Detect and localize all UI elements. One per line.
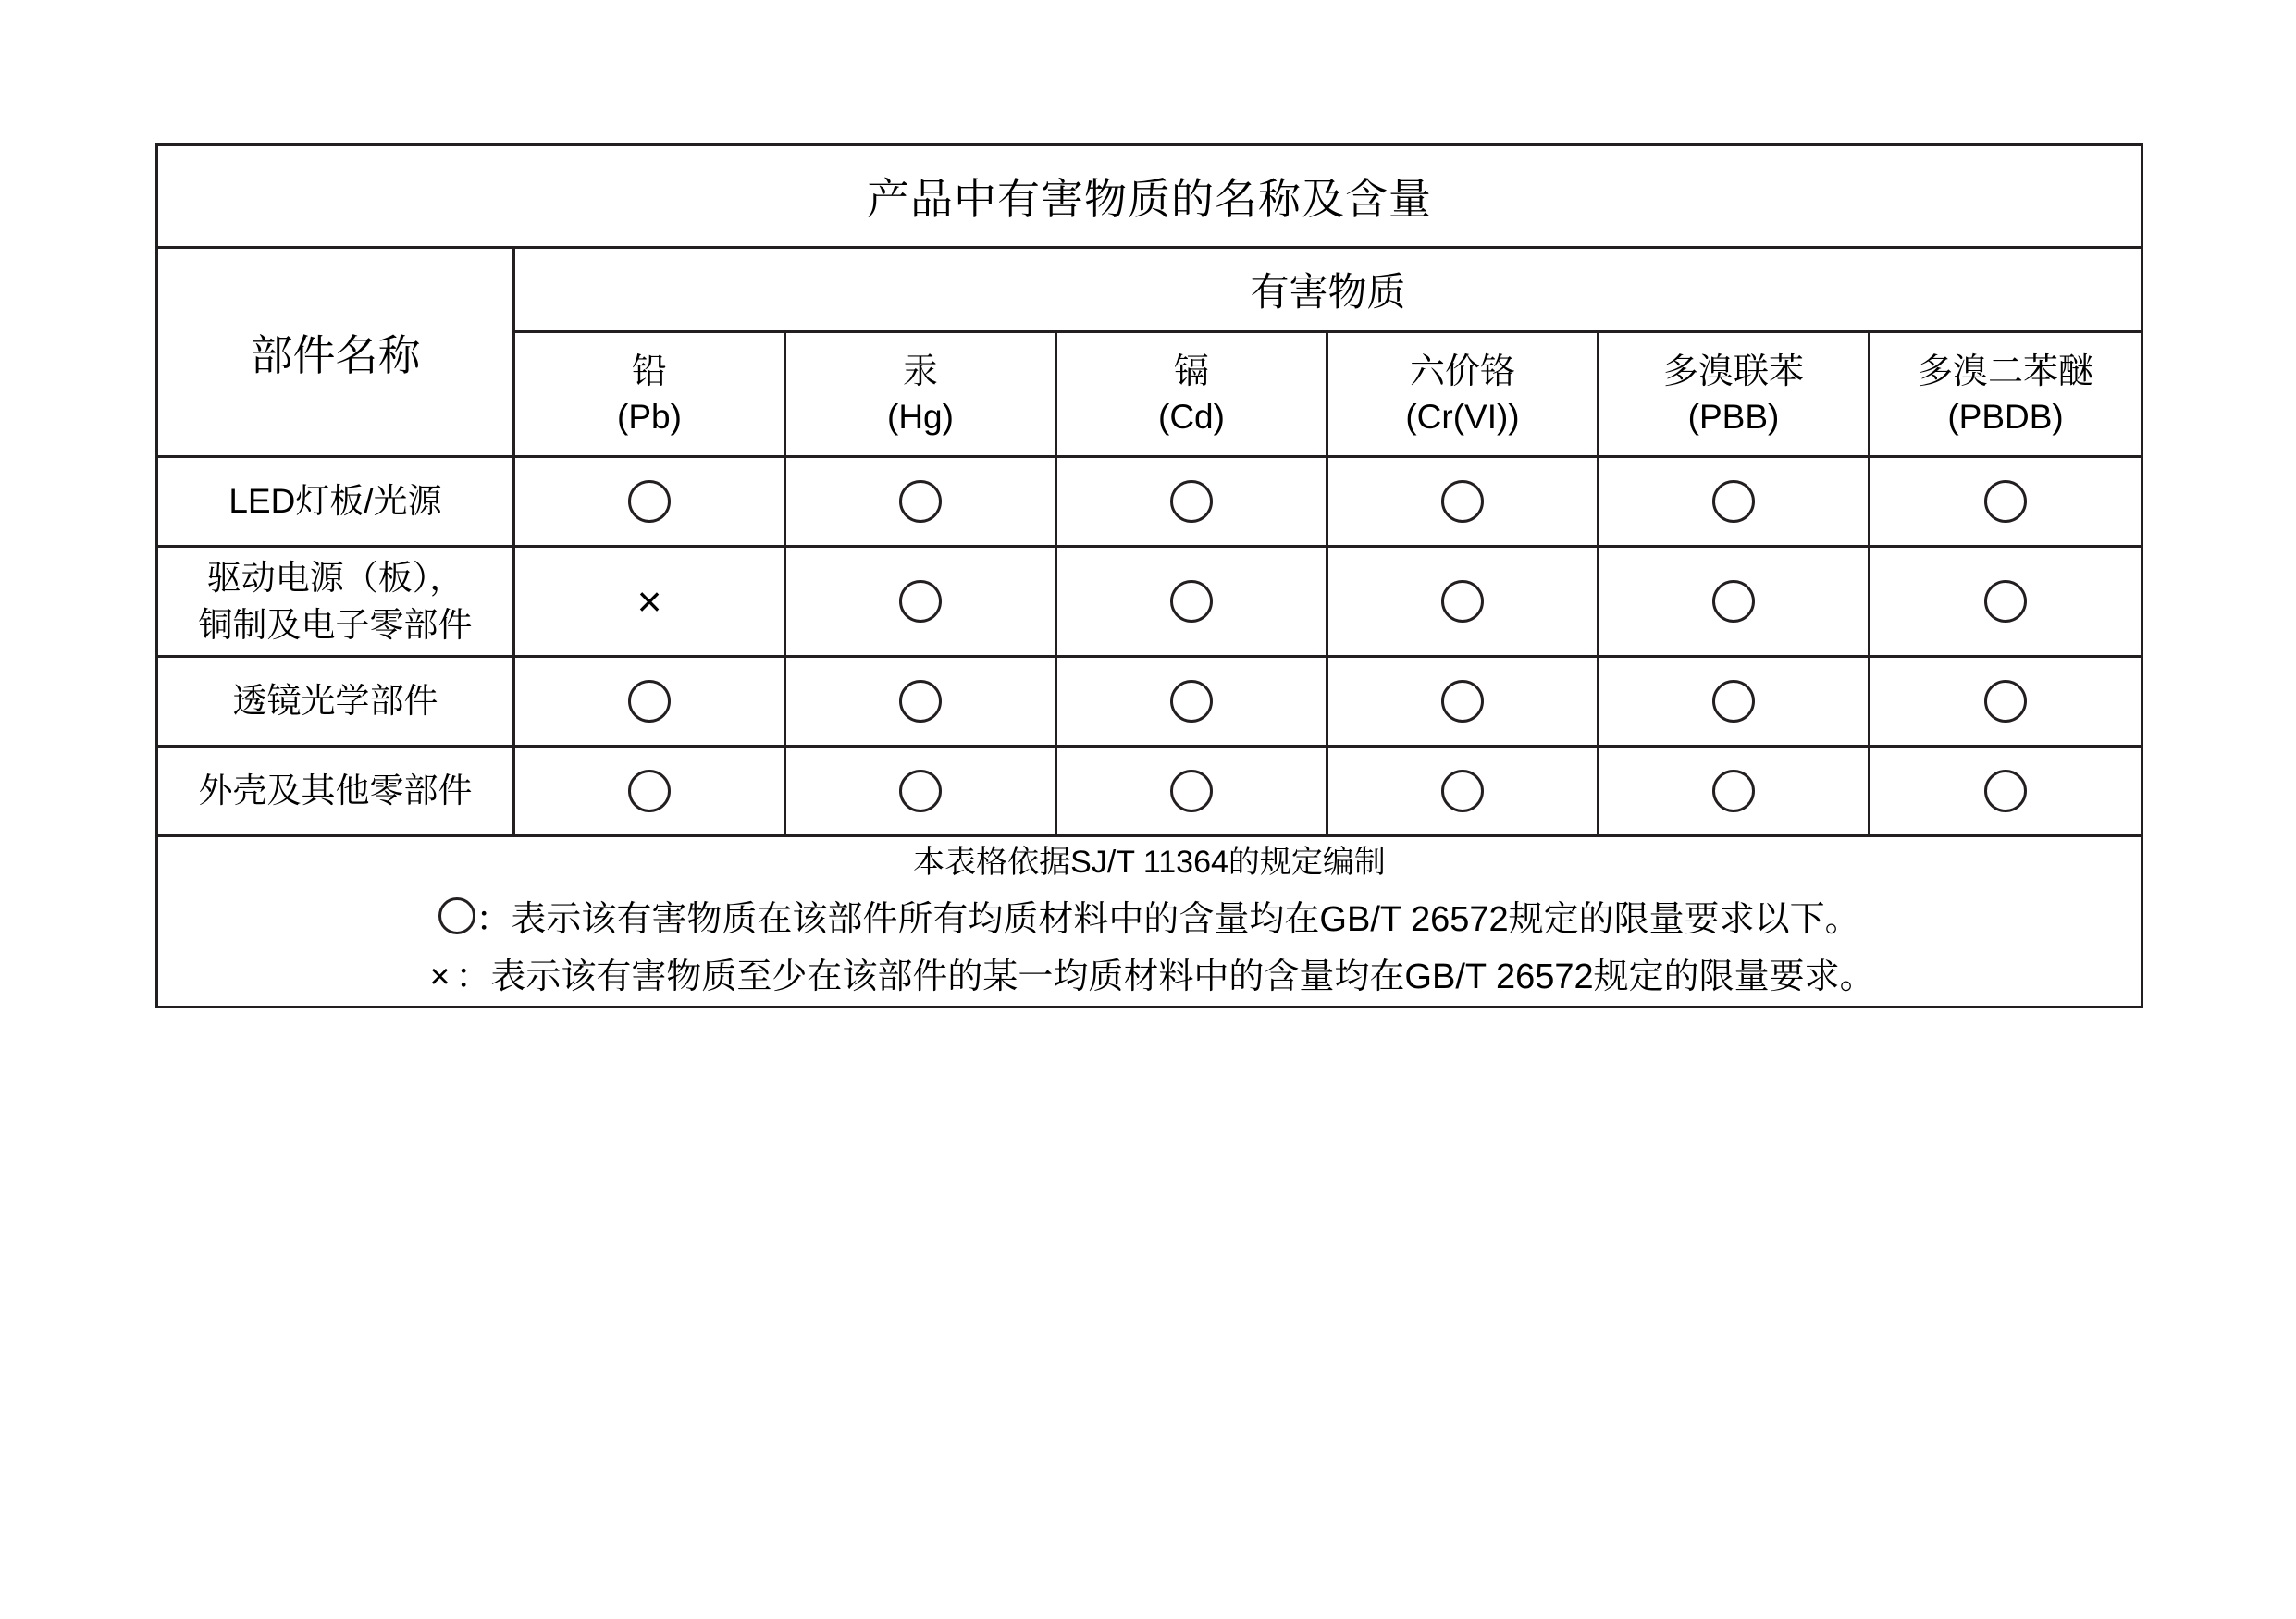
- cell-lens-hg: [785, 657, 1056, 747]
- substance-en-pbb: (PBB): [1687, 397, 1780, 436]
- cell-housing-pb: [514, 747, 785, 836]
- row-label-housing: 外壳及其他零部件: [157, 747, 514, 836]
- circle-icon: [628, 680, 671, 723]
- cell-lens-crvi: [1327, 657, 1599, 747]
- row-label-driver-line2: 铜制及电子零部件: [198, 606, 473, 644]
- circle-icon: [1712, 580, 1755, 623]
- table-notes: [157, 836, 2142, 1007]
- circle-icon: [1441, 580, 1484, 623]
- substance-cn-cd: 镉: [1173, 352, 1209, 391]
- circle-icon: [1984, 770, 2027, 812]
- circle-icon: [1712, 480, 1755, 523]
- rohs-table-container: [155, 143, 2141, 1008]
- row-label-led: LED灯板/光源: [157, 457, 514, 547]
- cell-driver-cd: [1056, 547, 1327, 657]
- table-row: [157, 457, 2142, 547]
- circle-icon: [1984, 680, 2027, 723]
- cell-led-crvi: [1327, 457, 1599, 547]
- cell-led-cd: [1056, 457, 1327, 547]
- row-label-driver-line1: 驱动电源（板），: [206, 558, 464, 597]
- circle-icon: [899, 580, 942, 623]
- cell-lens-cd: [1056, 657, 1327, 747]
- table-title-row: [157, 145, 2142, 248]
- cell-lens-pbb: [1599, 657, 1870, 747]
- table-row: [157, 657, 2142, 747]
- substance-cn-pb: 铅: [631, 352, 667, 391]
- cell-lens-pbdb: [1870, 657, 2142, 747]
- circle-icon: [628, 770, 671, 812]
- circle-icon: [1170, 580, 1213, 623]
- note-cross: [158, 949, 2141, 1007]
- cell-housing-pbb: [1599, 747, 1870, 836]
- substance-header-pbb: [1599, 332, 1870, 457]
- cell-driver-pbdb: [1870, 547, 2142, 657]
- cross-icon: ×: [429, 957, 451, 996]
- cell-driver-crvi: [1327, 547, 1599, 657]
- row-label-lens: 透镜光学部件: [157, 657, 514, 747]
- cell-housing-hg: [785, 747, 1056, 836]
- hazardous-substances-table: [155, 143, 2143, 1008]
- notes-row: [157, 836, 2142, 1007]
- part-name-header: 部件名称: [157, 248, 514, 457]
- substance-en-pb: (Pb): [617, 397, 682, 436]
- cell-housing-crvi: [1327, 747, 1599, 836]
- table-row: [157, 747, 2142, 836]
- substance-en-pbdb: (PBDB): [1947, 397, 2064, 436]
- cell-driver-pbb: [1599, 547, 1870, 657]
- substance-header-hg: [785, 332, 1056, 457]
- circle-icon: [1170, 480, 1213, 523]
- substance-en-cd: (Cd): [1158, 397, 1225, 436]
- cell-housing-cd: [1056, 747, 1327, 836]
- substance-header-pb: [514, 332, 785, 457]
- row-label-driver: [157, 547, 514, 657]
- cell-housing-pbdb: [1870, 747, 2142, 836]
- substance-cn-pbb: 多溴联苯: [1662, 352, 1804, 391]
- cell-driver-pb: [514, 547, 785, 657]
- cell-lens-pb: [514, 657, 785, 747]
- cell-driver-hg: [785, 547, 1056, 657]
- circle-icon: [899, 680, 942, 723]
- note-circle-text: ：表示该有害物质在该部件所有均质材料中的含量均在GB/T 26572规定的限量要求以下。: [475, 900, 1860, 940]
- hazardous-substances-header: 有害物质: [514, 248, 2142, 332]
- note-circle: [158, 892, 2141, 949]
- circle-icon: [1441, 770, 1484, 812]
- circle-icon: [1441, 480, 1484, 523]
- page-title: 产品中有害物质的名称及含量: [157, 145, 2142, 248]
- substance-cn-pbdb: 多溴二苯醚: [1918, 352, 2094, 391]
- cross-icon: ×: [636, 577, 662, 625]
- cell-led-pbb: [1599, 457, 1870, 547]
- cell-led-hg: [785, 457, 1056, 547]
- circle-icon: [899, 770, 942, 812]
- circle-icon: [1712, 770, 1755, 812]
- circle-icon: [628, 480, 671, 523]
- table-row: [157, 547, 2142, 657]
- circle-icon: [1170, 770, 1213, 812]
- circle-icon: [899, 480, 942, 523]
- circle-icon: [1984, 480, 2027, 523]
- substance-header-cd: [1056, 332, 1327, 457]
- note-standard: 本表格依据SJ/T 11364的规定编制: [913, 845, 1386, 880]
- note-cross-text: ：表示该有害物质至少在该部件的某一均质材料中的含量均在GB/T 26572规定的限量要求。: [455, 957, 1875, 996]
- circle-icon: [1441, 680, 1484, 723]
- circle-icon: [1712, 680, 1755, 723]
- substance-en-hg: (Hg): [887, 397, 954, 436]
- circle-icon: [1984, 580, 2027, 623]
- cell-led-pbdb: [1870, 457, 2142, 547]
- group-header-row: [157, 248, 2142, 332]
- substance-cn-crvi: 六价铬: [1409, 352, 1515, 391]
- substance-header-crvi: [1327, 332, 1599, 457]
- substance-header-pbdb: [1870, 332, 2142, 457]
- circle-icon: [1170, 680, 1213, 723]
- substance-en-crvi: (Cr(VI)): [1405, 397, 1520, 436]
- substance-cn-hg: 汞: [902, 352, 938, 391]
- circle-icon: [438, 897, 475, 934]
- cell-led-pb: [514, 457, 785, 547]
